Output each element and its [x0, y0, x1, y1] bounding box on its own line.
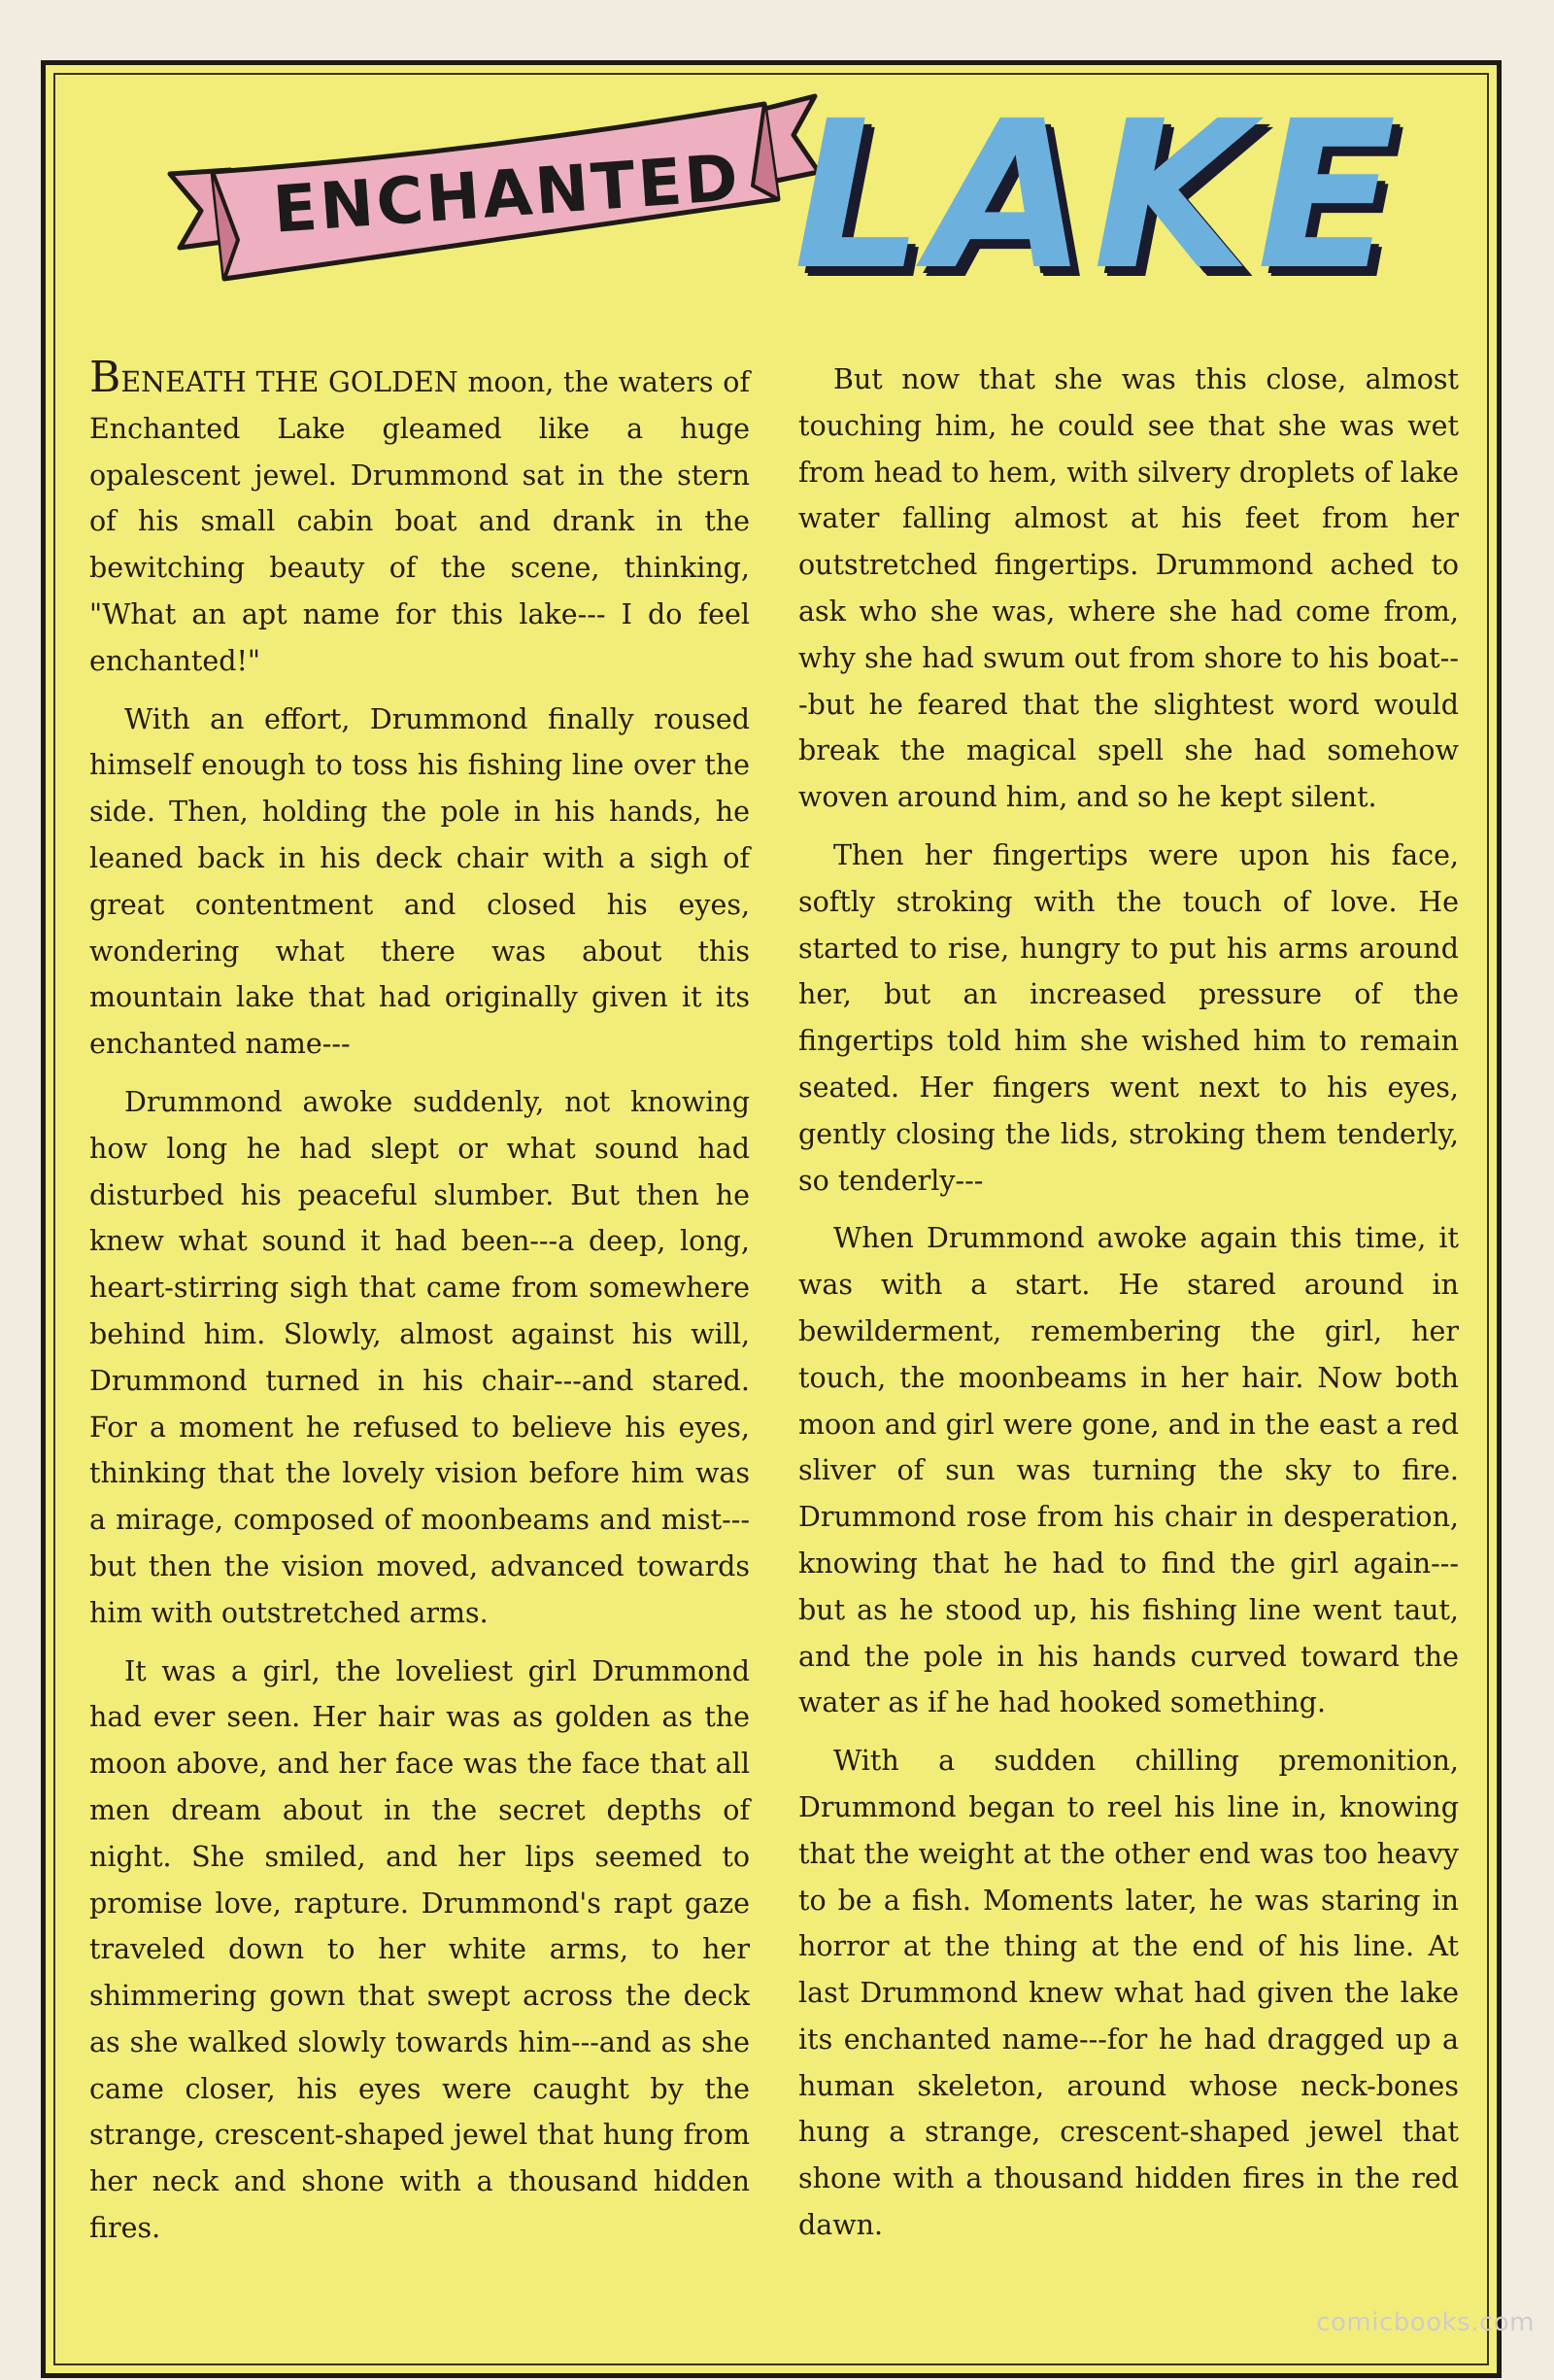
watermark: comicbooks.com — [1316, 2308, 1535, 2337]
text-column-right — [798, 357, 1459, 2329]
paragraph: When Drummond awoke again this time, it was with a start. He stared around in bewilderment, remembering the girl, her touch, the moonbeams in her hair. Now both moon and girl were gone, and in the east a red sliver of sun was turning the sky to fire. Drummond rose from his chair in desperation, knowing that he had to find the girl again---but as he stood up, his fishing line went taut, and the pole in his hands curved toward the water as if he had hooked something. — [798, 1222, 1459, 1719]
lake-title: LAKE — [794, 77, 1402, 315]
paragraph: But now that she was this close, almost touching him, he could see that she was wet from head to hem, with silvery droplets of lake water falling almost at his feet from her outstretched fingertips. Drummond ached to ask who she was, where she had come from, why she had swum out from shore to his boat---but he feared that the slightest word would break the magical spell she had somehow woven around him, and so he kept silent. — [798, 363, 1459, 814]
text-column-left — [89, 353, 750, 2329]
drop-cap: B — [89, 353, 121, 402]
paragraph: Then her fingertips were upon his face, softly stroking with the touch of love. He started to rise, hungry to put his arms around her, but an increased pressure of the fingertips told him she wished him to remain seated. Her fingers went next to his eyes, gently closing the lids, stroking them tenderly, so tenderly--- — [798, 838, 1459, 1197]
banner-word: ENCHANTED — [270, 140, 744, 248]
paragraph-text: ENEATH THE GOLDEN moon, the waters of Enchanted Lake gleamed like a huge opalescent jewel. Drummond sat in the stern of his small cabin boat and drank in the bewitching beauty of the scene, thinking, "What an apt name for this lake--- I do feel enchanted!" — [89, 366, 750, 677]
story-text — [89, 353, 1459, 2329]
paragraph: It was a girl, the loveliest girl Drummond had ever seen. Her hair was as golden as the moon above, and her face was the face that all men dream about in the secret depths of night. She smiled, and her lips seemed to promise love, rapture. Drummond's rapt gaze traveled down to her white arms, to her shimmering gown that swept across the deck as she walked slowly towards him---and as she came closer, his eyes were caught by the strange, crescent-shaped jewel that hung from her neck and shone with a thousand hidden fires. — [89, 1654, 750, 2245]
paragraph: Drummond awoke suddenly, not knowing how long he had slept or what sound had disturbed his peaceful slumber. But then he knew what sound it had been---a deep, long, heart-stirring sigh that came from somewhere behind him. Slowly, almost against his will, Drummond turned in his chair---and stared. For a moment he refused to believe his eyes, thinking that the lovely vision before him was a mirage, composed of moonbeams and mist---but then the vision moved, advanced towards him with outstretched arms. — [89, 1085, 750, 1629]
title-logo — [46, 65, 1497, 386]
paragraph: With an effort, Drummond finally roused himself enough to toss his fishing line over the side. Then, holding the pole in his hands, he leaned back in his deck chair with a sigh of great contentment and closed his eyes, wondering what there was about this mountain lake that had originally given it its enchanted name--- — [89, 702, 750, 1061]
paragraph: With a sudden chilling premonition, Drummond began to reel his line in, knowing that the weight at the other end was too heavy to be a fish. Moments later, he was staring in horror at the thing at the end of his line. At last Drummond knew what had given the lake its enchanted name---for he had dragged up a human skeleton, around whose neck-bones hung a strange, crescent-shaped jewel that shone with a thousand hidden fires in the red dawn. — [798, 1745, 1459, 2242]
paragraph — [89, 353, 750, 685]
story-page-frame — [41, 60, 1502, 2378]
